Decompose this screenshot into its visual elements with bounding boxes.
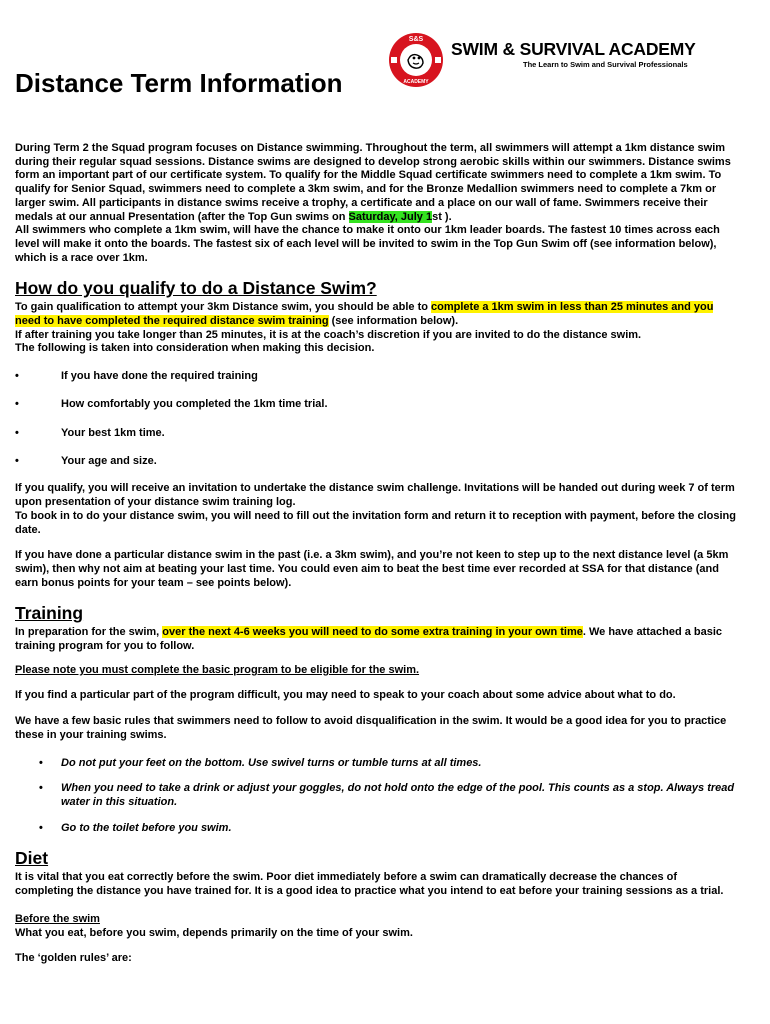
list-item-text: Your best 1km time.: [61, 426, 165, 439]
diet-heading: Diet: [15, 848, 49, 869]
document-body: [15, 142, 737, 966]
bullet-icon: •: [15, 370, 19, 383]
qualify-text-end: (see information below).: [328, 315, 459, 328]
list-item: [15, 822, 737, 836]
intro-text: During Term 2 the Squad program focuses on Distance swimming. Throughout the term, all swimmers will attempt a 1km distance swim during their regular squad sessions. Distance swims are designed to develop strong aerobic skills within our swimmers. Distance swims form an important part of our certificate system. To qualify for the Middle Squad certificate swimmers need to complete a 1km swim. To qualify for Senior Squad, swimmers need to complete a 3km swim, and for the Bronze Medallion swimmers need to complete a 7km or larger swim. All participants in distance swims receive a trophy, a certificate and a place on our wall of fame. Swimmers receive their medals at our annual Presentation (after the Top Gun swims on: [15, 142, 731, 223]
badge-bottom-text: ACADEMY: [403, 79, 429, 85]
golden-rules-paragraph: The ‘golden rules’ are:: [15, 952, 132, 965]
list-item: [15, 370, 737, 384]
leaderboard-paragraph: All swimmers who complete a 1km swim, will have the chance to make it onto our 1km leader boards. The fastest 10 times across each level will make it onto the boards. The fastest six of each level will be invited to swim in the Top Gun Swim off (see information below), which is a race over 1km.: [15, 224, 720, 264]
coach-discretion-paragraph: If after training you take longer than 25 minutes, it is at the coach’s discretion if you are invited to do the distance swim.: [15, 328, 642, 341]
list-item-text: When you need to take a drink or adjust your goggles, do not hold onto the edge of the pool. This counts as a stop. Always tread water in this situation.: [61, 782, 735, 808]
bullet-icon: •: [15, 398, 19, 411]
presentation-date: Saturday, July 1: [348, 210, 433, 223]
list-item-text: If you have done the required training: [61, 370, 258, 383]
training-text-end: . We have attached a basic training program for you to follow.: [15, 626, 723, 653]
qualify-paragraph: [15, 301, 737, 328]
list-item-text: Your age and size.: [61, 454, 157, 467]
list-item: [15, 782, 737, 809]
bullet-icon: •: [15, 454, 19, 467]
bullet-icon: •: [15, 426, 19, 439]
qualify-highlight: complete a 1km swim in less than 25 minutes and you need to have completed the required distance swim training: [15, 301, 714, 328]
list-item-text: How comfortably you completed the 1km time trial.: [61, 398, 328, 411]
training-highlight: over the next 4-6 weeks you will need to do some extra training in your own time: [162, 626, 583, 639]
before-swim-paragraph: What you eat, before you swim, depends primarily on the time of your swim.: [15, 926, 413, 939]
consideration-list: [15, 370, 737, 468]
qualify-text: To gain qualification to attempt your 3km Distance swim, you should be able to: [15, 301, 432, 314]
lifebuoy-badge-icon: [386, 30, 446, 90]
before-swim-subheading: Before the swim: [15, 912, 100, 925]
list-item: [15, 398, 737, 412]
training-text: In preparation for the swim,: [15, 626, 163, 639]
list-item: [15, 455, 737, 469]
difficulty-paragraph: If you find a particular part of the program difficult, you may need to speak to your coach about some advice about what to do.: [15, 689, 676, 702]
bullet-icon: •: [39, 821, 43, 834]
intro-text-end: st ).: [432, 210, 452, 223]
brand-name: SWIM & SURVIVAL ACADEMY: [451, 39, 696, 59]
brand-tagline: The Learn to Swim and Survival Professionals: [523, 60, 688, 69]
diet-paragraph: It is vital that you eat correctly before the swim. Poor diet immediately before a swim can dramatically decrease the chances of completing the distance you have trained for. It is a good idea to practice what you intend to eat before your training sessions as a trial.: [15, 871, 724, 898]
list-item: [15, 757, 737, 771]
rules-intro-paragraph: We have a few basic rules that swimmers need to follow to avoid disqualification in the swim. It would be a good idea for you to practice these in your training swims.: [15, 715, 727, 741]
page-title: Distance Term Information: [15, 68, 343, 98]
invitation-paragraph: If you qualify, you will receive an invitation to undertake the distance swim challenge. Invitations will be handed out during week 7 of term upon presentation of your distance swim training log.: [15, 482, 735, 509]
booking-paragraph: To book in to do your distance swim, you will need to fill out the invitation form and return it to reception with payment, before the closing date.: [15, 509, 736, 536]
qualify-heading: How do you qualify to do a Distance Swim?: [15, 278, 377, 299]
list-item: [15, 427, 737, 441]
intro-paragraph: [15, 142, 737, 224]
past-swim-paragraph: If you have done a particular distance swim in the past (i.e. a 3km swim), and you’re not keen to step up to the next distance level (a 5km swim), then why not aim at beating your last time. You could even aim to beat the best time ever recorded at SSA for that distance (and earn bonus points for your team – see points below).: [15, 549, 729, 589]
eligibility-note: Please note you must complete the basic program to be eligible for the swim.: [15, 663, 420, 676]
list-item-text: Go to the toilet before you swim.: [61, 821, 232, 834]
list-item-text: Do not put your feet on the bottom. Use swivel turns or tumble turns at all times.: [61, 756, 482, 769]
bullet-icon: •: [39, 782, 43, 795]
training-paragraph: [15, 626, 737, 653]
consideration-paragraph: The following is taken into consideration when making this decision.: [15, 342, 375, 355]
training-heading: Training: [15, 603, 84, 624]
badge-top-text: S&S: [408, 36, 424, 43]
rules-list: [15, 757, 737, 836]
brand-logo: [386, 30, 696, 96]
bullet-icon: •: [39, 756, 43, 769]
